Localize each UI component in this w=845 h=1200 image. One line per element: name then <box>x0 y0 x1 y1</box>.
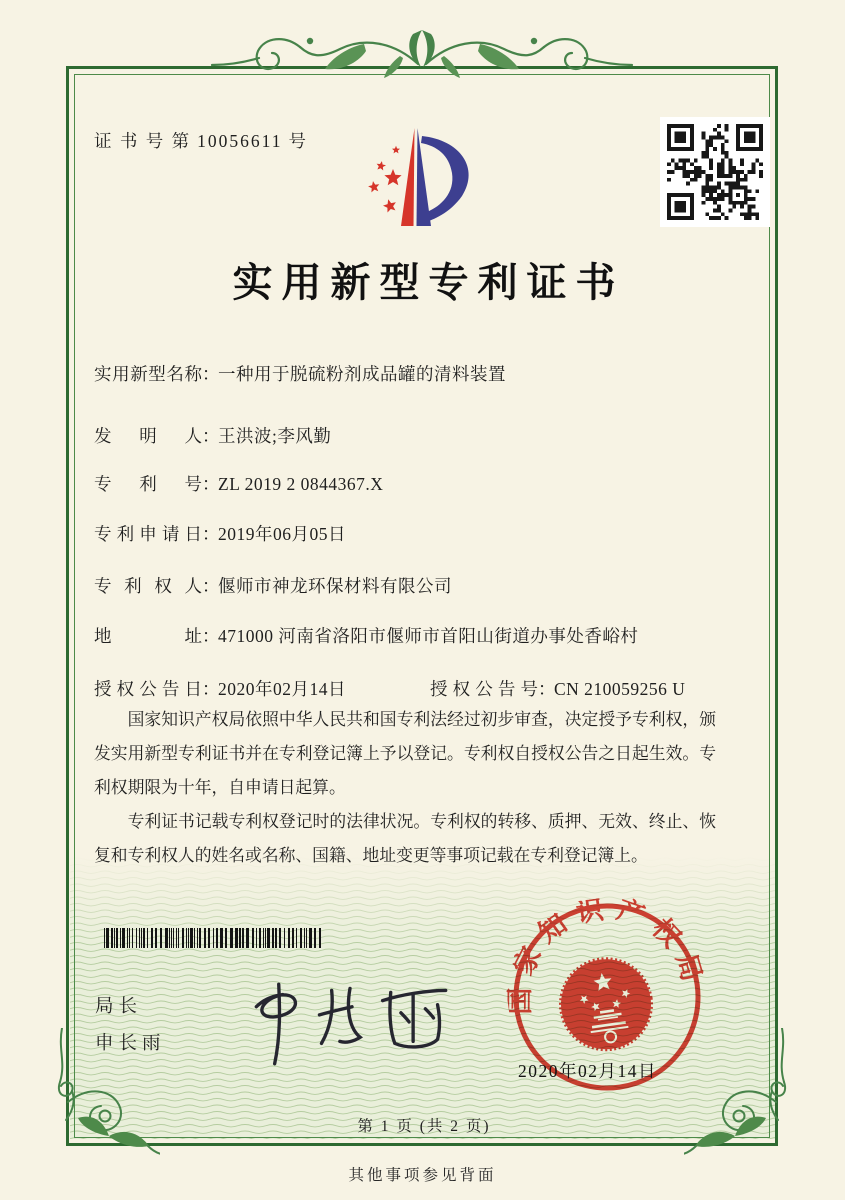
field-row-invention-name <box>94 361 738 386</box>
field-label: 专利号 <box>94 474 202 494</box>
cnipa-logo-icon <box>338 116 513 238</box>
field-value: 471000 河南省洛阳市偃师市首阳山街道办事处香峪村 <box>218 626 639 646</box>
field-row-address <box>94 623 738 648</box>
seal-agency-text: 国家知识产权局 <box>504 893 711 1015</box>
certificate-number-suffix: 号 <box>288 131 308 151</box>
back-side-note: 其他事项参见背面 <box>348 1167 497 1184</box>
field-colon: ： <box>202 626 220 646</box>
field-colon: ： <box>202 679 220 699</box>
legal-paragraph-2: 专利证书记载专利权登记时的法律状况。专利权的转移、质押、无效、终止、恢复和专利权人的姓名或名称、国籍、地址变更等事项记载在专利登记簿上。 <box>94 811 716 865</box>
field-colon: ： <box>202 524 220 544</box>
director-title: 局长 <box>95 997 143 1017</box>
grant-date-value: 2020年02月14日 <box>218 679 346 699</box>
field-value: 王洪波;李风勤 <box>218 426 332 446</box>
grant-number-label: 授权公告号 <box>430 679 538 699</box>
certificate-number-value: 10056611 <box>197 131 283 151</box>
field-value: 2019年06月05日 <box>218 524 346 544</box>
field-label: 实用新型名称 <box>94 364 202 384</box>
qr-code-icon <box>667 124 763 220</box>
grant-number-pair <box>430 676 685 701</box>
seal-date: 2020年02月14日 <box>518 1061 657 1081</box>
field-row-filing-date <box>94 521 738 546</box>
field-label: 专利申请日 <box>94 524 202 544</box>
certificate-number-prefix: 证 书 号 第 <box>94 131 192 151</box>
legal-paragraph-1: 国家知识产权局依照中华人民共和国专利法经过初步审查，决定授予专利权，颁发实用新型专利证书并在专利登记簿上予以登记。专利权自授权公告之日起生效。专利权期限为十年，自申请日起算。 <box>94 710 716 797</box>
national-emblem-icon <box>555 953 658 1056</box>
barcode-icon <box>104 928 324 948</box>
field-label: 专利权人 <box>94 576 202 596</box>
grant-date-label: 授权公告日 <box>94 679 202 699</box>
field-colon: ： <box>202 426 220 446</box>
qr-code <box>660 117 770 227</box>
field-colon: ： <box>538 679 556 699</box>
field-colon: ： <box>202 576 220 596</box>
field-colon: ： <box>202 364 220 384</box>
field-label: 地址 <box>94 626 202 646</box>
field-value: 偃师市神龙环保材料有限公司 <box>218 576 452 596</box>
certificate-number <box>94 128 314 153</box>
field-row-grant <box>94 676 738 701</box>
field-colon: ： <box>202 474 220 494</box>
page-number: 第 1 页 (共 2 页) <box>357 1118 491 1135</box>
legal-text <box>94 703 716 873</box>
director-name: 申长雨 <box>95 1034 166 1054</box>
field-row-inventors <box>94 423 738 448</box>
field-row-patent-number <box>94 471 738 496</box>
certificate-title: 实用新型专利证书 <box>232 260 625 305</box>
field-value: 一种用于脱硫粉剂成品罐的清料装置 <box>218 364 506 384</box>
field-label: 发明人 <box>94 426 202 446</box>
top-border-ornament-icon <box>182 14 662 110</box>
grant-number-value: CN 210059256 U <box>554 679 686 699</box>
field-value: ZL 2019 2 0844367.X <box>218 474 384 494</box>
director-signature <box>238 976 462 1068</box>
field-row-patentee <box>94 573 738 598</box>
